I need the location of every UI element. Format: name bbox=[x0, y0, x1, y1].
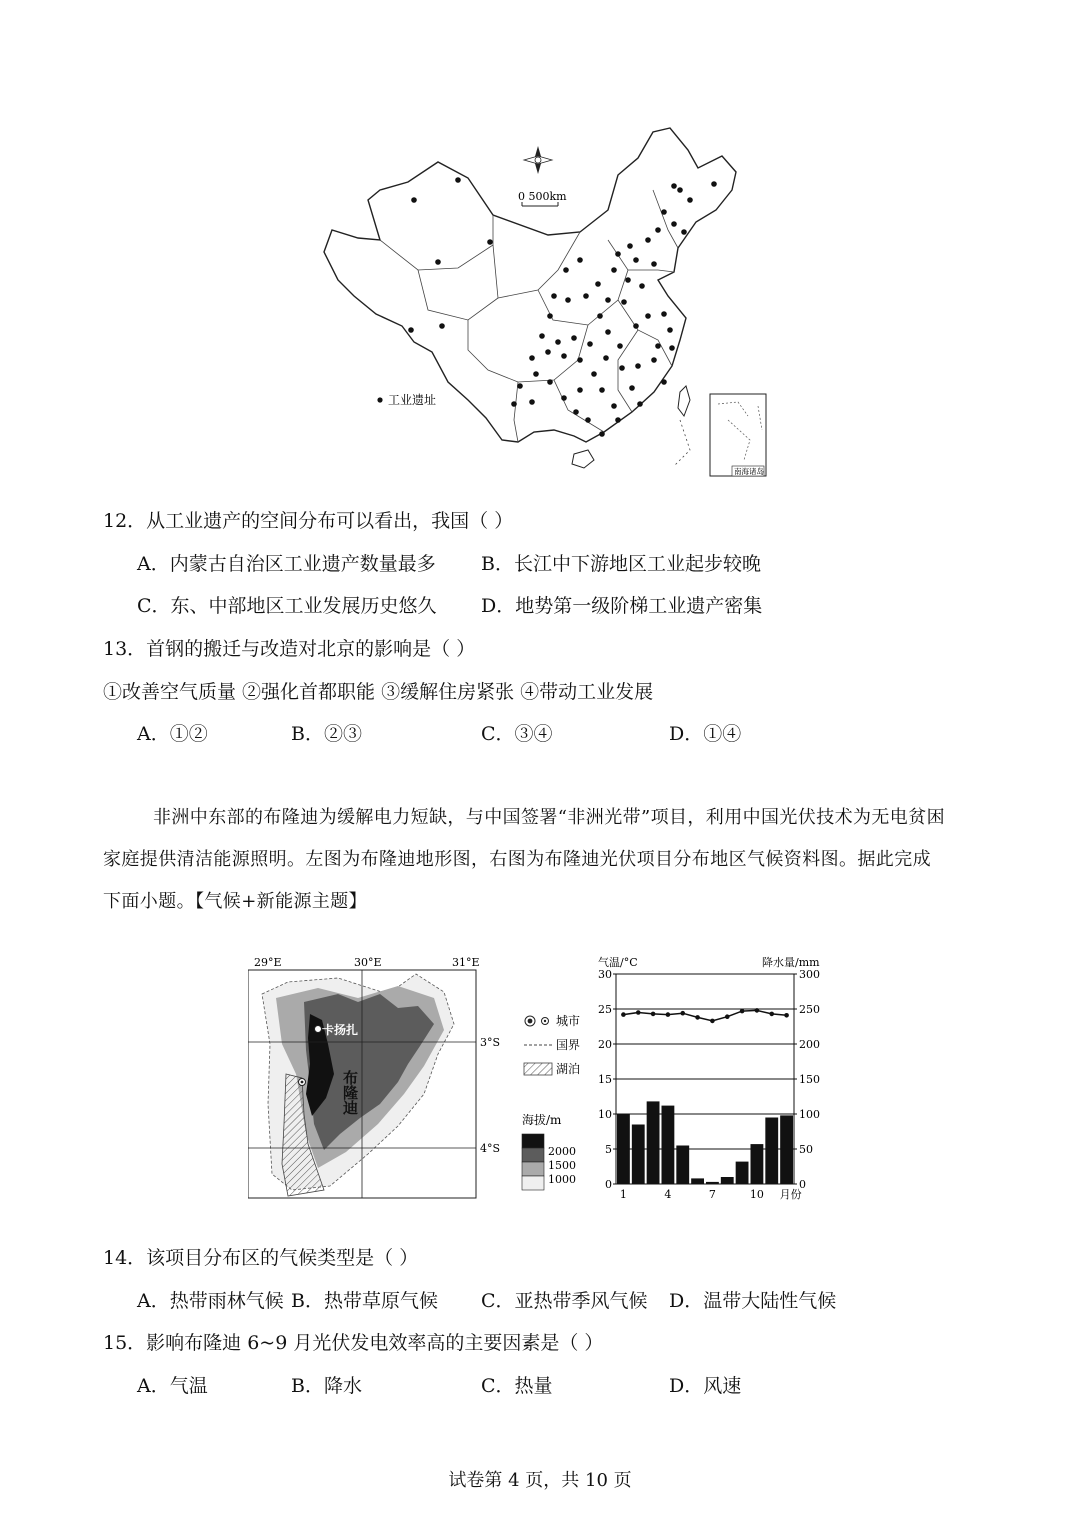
temperature-point bbox=[710, 1019, 715, 1024]
x-axis-label: 月份 bbox=[779, 1188, 802, 1201]
x-tick-label: 4 bbox=[664, 1188, 672, 1201]
temperature-point bbox=[725, 1014, 730, 1019]
north-arrow-icon bbox=[524, 146, 552, 174]
passage-line-2: 家庭提供清洁能源照明。左图为布隆迪地形图，右图为布隆迪光伏项目分布地区气候资料图。据此完成 bbox=[103, 849, 931, 870]
china-industrial-heritage-map bbox=[318, 120, 778, 480]
precipitation-bar bbox=[691, 1178, 704, 1184]
q12-option-a[interactable]: A．内蒙古自治区工业遗产数量最多 bbox=[137, 553, 436, 575]
left-tick-label: 0 bbox=[605, 1178, 612, 1191]
q14-option-a[interactable]: A．热带雨林气候 bbox=[137, 1290, 284, 1312]
precipitation-bar bbox=[765, 1118, 778, 1185]
country-name-burundi: 布隆迪 bbox=[341, 1070, 359, 1115]
left-tick-label: 10 bbox=[598, 1108, 612, 1121]
q13-items: ①改善空气质量 ②强化首都职能 ③缓解住房紧张 ④带动工业发展 bbox=[103, 681, 654, 703]
q15-option-a[interactable]: A．气温 bbox=[137, 1375, 208, 1397]
q15-option-c[interactable]: C．热量 bbox=[481, 1375, 553, 1397]
legend-industrial-site-label: 工业遗址 bbox=[388, 393, 437, 407]
lat-label-4s: 4°S bbox=[480, 1142, 501, 1155]
passage-line-1: 非洲中东部的布隆迪为缓解电力短缺，与中国签署“非洲光带”项目，利用中国光伏技术为无电贫困 bbox=[153, 807, 945, 828]
chart-right-axis-title: 降水量/mm bbox=[762, 956, 820, 969]
q12-stem: 12．从工业遗产的空间分布可以看出，我国（ ） bbox=[103, 510, 514, 532]
temperature-point bbox=[636, 1010, 641, 1015]
temperature-point bbox=[621, 1012, 626, 1017]
lat-label-3s: 3°S bbox=[480, 1036, 501, 1049]
left-tick-label: 15 bbox=[598, 1073, 612, 1086]
q14-stem: 14．该项目分布区的气候类型是（ ） bbox=[103, 1247, 419, 1269]
precipitation-bar bbox=[617, 1114, 630, 1184]
temperature-point bbox=[740, 1009, 745, 1014]
q12-option-b[interactable]: B．长江中下游地区工业起步较晚 bbox=[481, 553, 761, 575]
precipitation-bar bbox=[780, 1115, 793, 1184]
q15-option-d[interactable]: D．风速 bbox=[669, 1375, 742, 1397]
scale-bar bbox=[518, 190, 567, 206]
x-tick-label: 1 bbox=[619, 1188, 627, 1201]
q14-option-b[interactable]: B．热带草原气候 bbox=[291, 1290, 438, 1312]
left-tick-label: 20 bbox=[598, 1038, 612, 1051]
left-tick-label: 30 bbox=[598, 968, 612, 981]
lon-label-30e: 30°E bbox=[354, 956, 382, 969]
right-tick-label: 250 bbox=[799, 1003, 820, 1016]
elev-label-1500: 1500 bbox=[548, 1159, 576, 1172]
q13-option-b[interactable]: B．②③ bbox=[291, 723, 362, 745]
scale-label: 0 500km bbox=[518, 190, 567, 203]
q13-option-c[interactable]: C．③④ bbox=[481, 723, 553, 745]
precipitation-bar bbox=[721, 1177, 734, 1184]
burundi-terrain-map bbox=[248, 954, 598, 1200]
china-outline bbox=[324, 128, 736, 442]
inset-label: 南海诸岛 bbox=[734, 467, 764, 476]
lon-label-29e: 29°E bbox=[254, 956, 282, 969]
elev-label-2000: 2000 bbox=[548, 1145, 576, 1158]
precipitation-bar bbox=[736, 1162, 749, 1184]
legend-border-label: 国界 bbox=[556, 1038, 581, 1052]
map2-legend bbox=[522, 1014, 580, 1190]
climate-chart bbox=[596, 954, 826, 1210]
lon-label-31e: 31°E bbox=[452, 956, 480, 969]
precipitation-bar bbox=[662, 1106, 675, 1184]
passage-line-3: 下面小题。【气候+新能源主题】 bbox=[103, 891, 368, 912]
chart-left-axis-title: 气温/°C bbox=[598, 956, 638, 969]
city-kayanza-label: 卡扬扎 bbox=[322, 1023, 359, 1037]
right-tick-label: 300 bbox=[799, 968, 820, 981]
precipitation-bar bbox=[676, 1146, 689, 1185]
q15-option-b[interactable]: B．降水 bbox=[291, 1375, 362, 1397]
map-legend bbox=[377, 392, 436, 407]
left-tick-label: 5 bbox=[605, 1143, 612, 1156]
right-tick-label: 200 bbox=[799, 1038, 820, 1051]
temperature-point bbox=[695, 1015, 700, 1020]
q12-option-d[interactable]: D．地势第一级阶梯工业遗产密集 bbox=[481, 595, 763, 617]
q15-stem: 15．影响布隆迪 6~9 月光伏发电效率高的主要因素是（ ） bbox=[103, 1332, 604, 1354]
x-tick-label: 7 bbox=[708, 1188, 716, 1201]
precipitation-bar bbox=[632, 1125, 645, 1185]
legend-city-label: 城市 bbox=[556, 1014, 581, 1028]
precipitation-bar bbox=[706, 1182, 719, 1184]
elev-label-1000: 1000 bbox=[548, 1173, 576, 1186]
q12-option-c[interactable]: C．东、中部地区工业发展历史悠久 bbox=[137, 595, 437, 617]
left-tick-label: 25 bbox=[598, 1003, 612, 1016]
q13-stem: 13．首钢的搬迁与改造对北京的影响是（ ） bbox=[103, 638, 476, 660]
temperature-point bbox=[666, 1012, 671, 1017]
legend-lake-label: 湖泊 bbox=[556, 1062, 581, 1076]
q13-option-a[interactable]: A．①② bbox=[137, 723, 208, 745]
right-tick-label: 0 bbox=[799, 1178, 806, 1191]
x-tick-label: 10 bbox=[749, 1188, 764, 1201]
temperature-point bbox=[651, 1012, 656, 1017]
taiwan-island bbox=[678, 386, 690, 416]
precipitation-bar bbox=[647, 1101, 660, 1184]
temperature-point bbox=[755, 1008, 760, 1013]
right-tick-label: 150 bbox=[799, 1073, 820, 1086]
temperature-point bbox=[769, 1012, 774, 1017]
q13-option-d[interactable]: D．①④ bbox=[669, 723, 742, 745]
temperature-point bbox=[784, 1013, 789, 1018]
right-tick-label: 100 bbox=[799, 1108, 820, 1121]
temperature-point bbox=[680, 1011, 685, 1016]
temperature-line bbox=[623, 1010, 786, 1021]
page-footer: 试卷第 4 页，共 10 页 bbox=[448, 1470, 632, 1491]
hainan-island bbox=[572, 450, 594, 468]
right-tick-label: 50 bbox=[799, 1143, 813, 1156]
precipitation-bar bbox=[751, 1144, 764, 1184]
elevation-title: 海拔/m bbox=[522, 1113, 562, 1127]
south-china-sea-inset bbox=[710, 394, 766, 476]
q14-option-c[interactable]: C．亚热带季风气候 bbox=[481, 1290, 648, 1312]
q14-option-d[interactable]: D．温带大陆性气候 bbox=[669, 1290, 837, 1312]
